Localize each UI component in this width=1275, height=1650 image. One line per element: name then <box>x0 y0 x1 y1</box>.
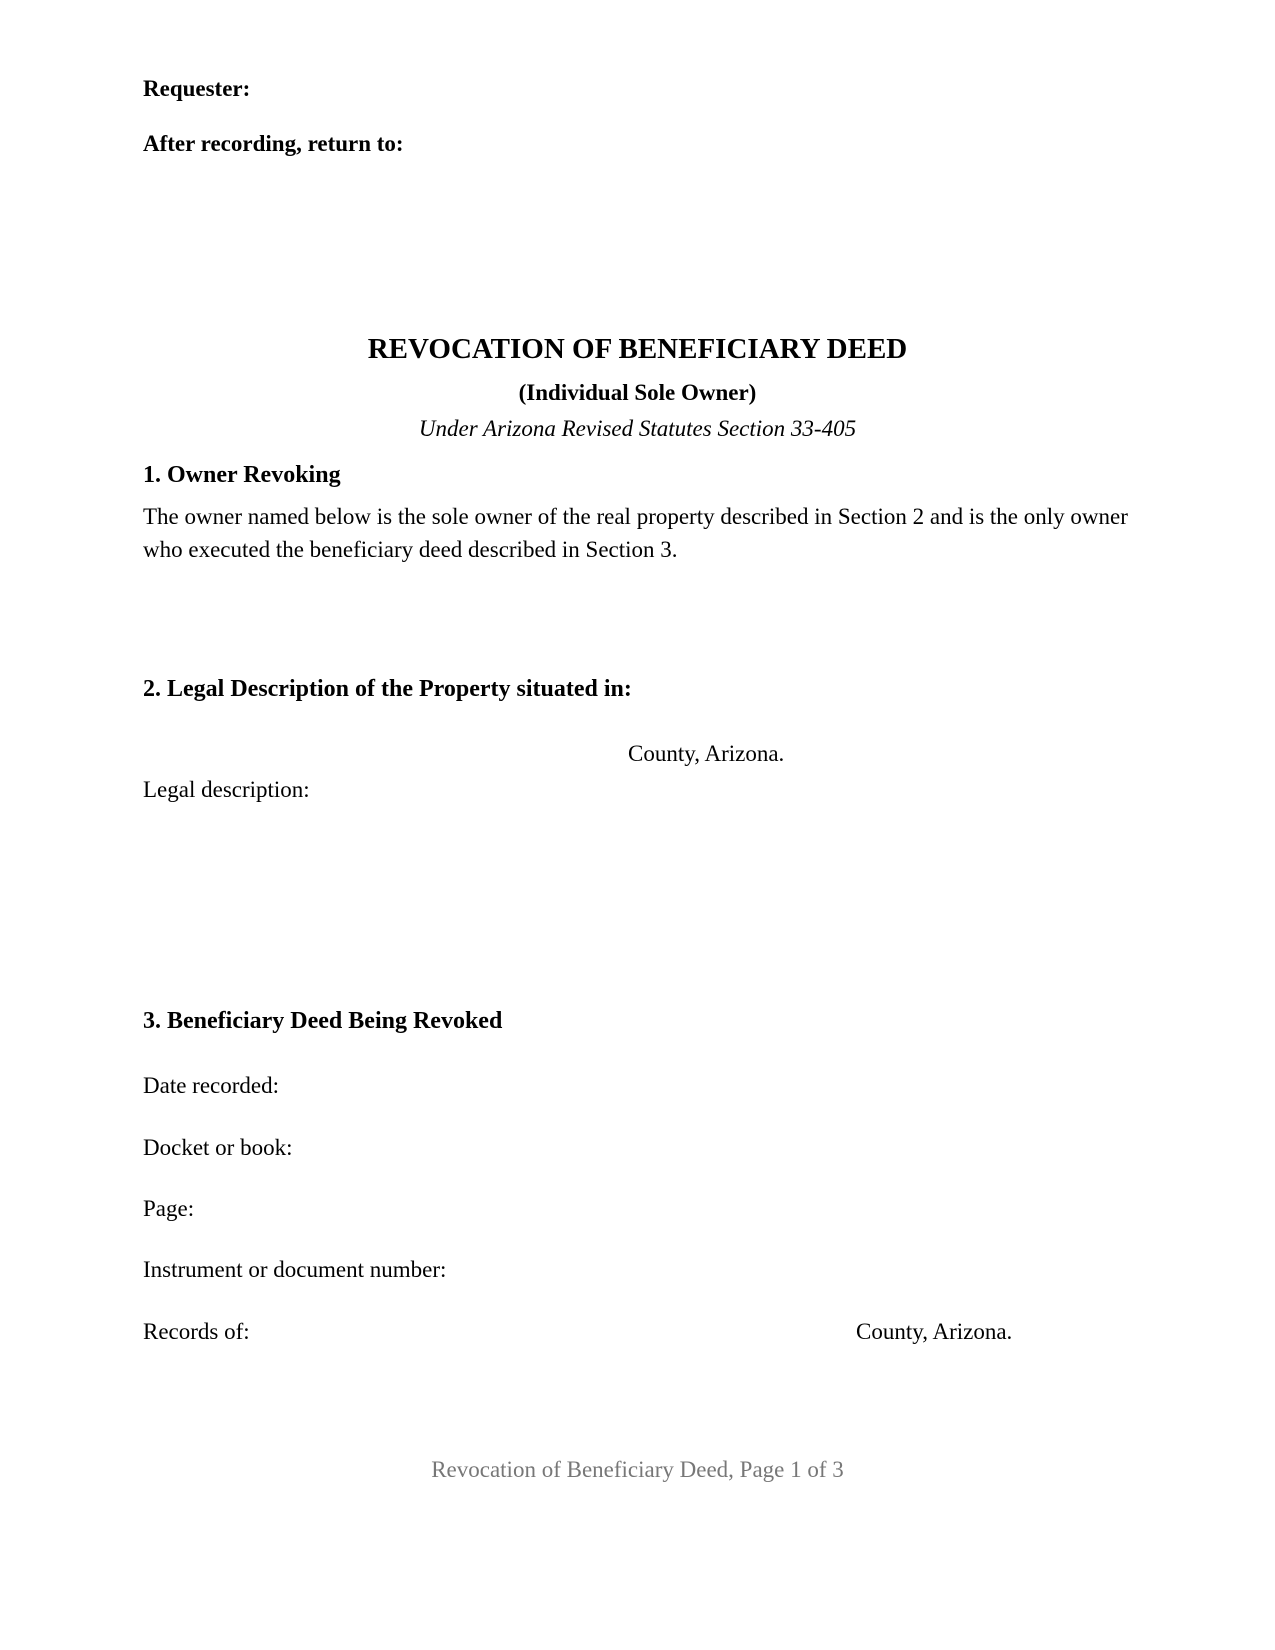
records-of-label: Records of: <box>143 1319 250 1344</box>
section-3-heading: 3. Beneficiary Deed Being Revoked <box>143 1008 503 1034</box>
docket-or-book-label: Docket or book: <box>143 1135 293 1160</box>
section-1-body: The owner named below is the sole owner of the real property described in Section 2 and is the only owner who executed the beneficiary deed described in Section 3. <box>143 504 1128 562</box>
statute-reference: Under Arizona Revised Statutes Section 33-405 <box>418 416 857 441</box>
date-recorded-label: Date recorded: <box>143 1073 280 1098</box>
legal-description-label: Legal description: <box>143 777 310 802</box>
section-2-heading: 2. Legal Description of the Property situated in: <box>143 676 632 702</box>
return-to-label: After recording, return to: <box>143 131 404 156</box>
records-county-suffix: County, Arizona. <box>856 1319 1013 1344</box>
page-label: Page: <box>143 1196 195 1221</box>
document-subtitle: (Individual Sole Owner) <box>518 380 757 405</box>
section-1-heading: 1. Owner Revoking <box>143 462 341 488</box>
instrument-number-label: Instrument or document number: <box>143 1257 447 1282</box>
document-title: REVOCATION OF BENEFICIARY DEED <box>367 333 908 365</box>
property-county-suffix: County, Arizona. <box>628 741 785 766</box>
requester-label: Requester: <box>143 76 251 101</box>
page-footer: Revocation of Beneficiary Deed, Page 1 of 3 <box>431 1457 844 1482</box>
